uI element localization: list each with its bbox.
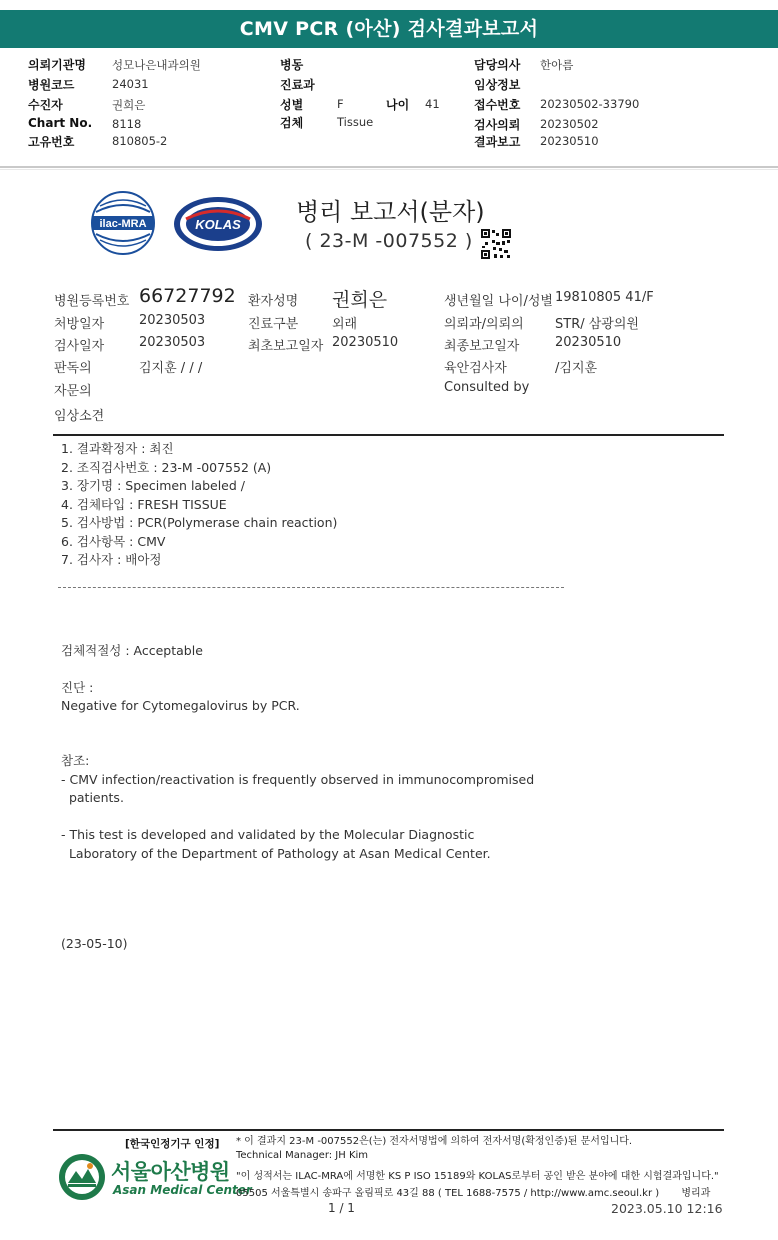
diagnosis-text: Negative for Cytomegalovirus by PCR. — [61, 698, 300, 713]
pathology-report-number: ( 23-M -007552 ) — [305, 230, 473, 252]
note-line: - This test is developed and validated by the Molecular Diagnostic — [61, 827, 475, 842]
note-line: patients. — [61, 790, 124, 805]
specimen-adequacy: 검체적절성 : Acceptable — [61, 643, 203, 658]
first-report-label: 최초보고일자 — [248, 339, 324, 354]
exam-label: 검사일자 — [54, 339, 105, 354]
list-item: 6. 검사항목 : CMV — [61, 533, 166, 549]
list-item: 4. 검체타입 : FRESH TISSUE — [61, 496, 227, 512]
rx-value: 20230503 — [139, 313, 206, 328]
report-title-bar: CMV PCR (아산) 검사결과보고서 — [0, 10, 778, 48]
note-line: - CMV infection/reactivation is frequently observed in immunocompromised — [61, 772, 535, 787]
ilac-logo-text: ilac-MRA — [99, 218, 147, 230]
sex-label: 성별 — [280, 98, 304, 112]
pathology-report-title: 병리 보고서(분자) — [296, 198, 485, 226]
footer-esign-note: * 이 결과지 23-M -007552은(는) 전자서명법에 의하여 전자서명(확정인증)된 문서입니다. — [236, 1136, 633, 1147]
chart-value: 8118 — [112, 117, 142, 131]
clinical-findings-label: 임상소견 — [54, 409, 105, 424]
footer-address: 05505 서울특별시 송파구 올림픽로 43길 88 ( TEL 1688-7575 / http://www.amc.seoul.kr ) 병리과 — [236, 1188, 711, 1199]
final-report-label: 최종보고일자 — [444, 339, 520, 354]
institution-label: 의뢰기관명 — [28, 58, 86, 72]
visit-value: 외래 — [332, 317, 358, 332]
reader-label: 판독의 — [54, 361, 92, 376]
receipt-value: 20230502-33790 — [540, 97, 640, 111]
uid-value: 810805-2 — [112, 134, 168, 148]
exam-value: 20230503 — [139, 335, 206, 350]
name-value: 권희은 — [332, 289, 388, 311]
note-label: 참조: — [61, 753, 90, 768]
hospital-code-label: 병원코드 — [28, 78, 75, 92]
print-timestamp: 2023.05.10 12:16 — [611, 1201, 723, 1216]
hospital-name-en: Asan Medical Center — [113, 1183, 252, 1197]
specimen-label: 검체 — [280, 116, 304, 130]
uid-label: 고유번호 — [28, 135, 75, 149]
footer-divider — [53, 1129, 724, 1131]
dashed-separator — [58, 587, 564, 588]
report-date-value: 20230510 — [540, 134, 599, 148]
qr-code-icon — [481, 229, 511, 259]
gross-value: /김지훈 — [555, 361, 598, 376]
note-line: Laboratory of the Department of Pathology at Asan Medical Center. — [61, 846, 491, 861]
result-items — [61, 440, 337, 570]
doctor-value: 한아름 — [540, 58, 574, 72]
list-item: 3. 장기명 : Specimen labeled / — [61, 478, 245, 493]
report-date: (23-05-10) — [61, 936, 128, 951]
reg-value: 66727792 — [139, 285, 236, 307]
diagnosis-label: 진단 : — [61, 680, 94, 695]
clinical-info-label: 임상정보 — [474, 78, 521, 92]
request-value: 20230502 — [540, 117, 599, 131]
dept-label: 진료과 — [280, 78, 315, 92]
sex-value: F — [337, 97, 344, 111]
section-divider — [53, 434, 724, 436]
footer-accreditation-note: "이 성적서는 ILAC-MRA에 서명한 KS P ISO 15189와 KOLAS로부터 공인 받은 분야에 대한 시험결과입니다." — [236, 1171, 719, 1182]
report-date-label: 결과보고 — [474, 135, 521, 149]
consultant-label: 자문의 — [54, 384, 92, 399]
name-label: 환자성명 — [248, 294, 299, 309]
list-item: 1. 결과확정자 : 최진 — [61, 441, 174, 456]
accreditation-label: [한국인정기구 인정] — [125, 1138, 220, 1150]
institution-value: 성모나은내과의원 — [112, 58, 201, 72]
page-number: 1 / 1 — [328, 1201, 355, 1215]
age-label: 나이 — [386, 98, 410, 112]
final-report-value: 20230510 — [555, 335, 622, 350]
kolas-logo-text: KOLAS — [195, 217, 241, 232]
header-divider — [0, 166, 778, 168]
refdept-label: 의뢰과/의뢰의 — [444, 317, 524, 332]
list-item: 5. 검사방법 : PCR(Polymerase chain reaction) — [61, 515, 338, 530]
reg-label: 병원등록번호 — [54, 294, 130, 309]
receipt-label: 접수번호 — [474, 98, 521, 112]
specimen-value: Tissue — [337, 115, 374, 129]
doctor-label: 담당의사 — [474, 58, 521, 72]
header-divider-shadow — [0, 169, 778, 170]
first-report-value: 20230510 — [332, 335, 399, 350]
visit-label: 진료구분 — [248, 317, 299, 332]
header-info — [0, 56, 778, 166]
ilac-mra-logo — [90, 190, 156, 260]
age-value: 41 — [425, 97, 440, 111]
reader-value: 김지훈 / / / — [139, 361, 203, 376]
patient-label: 수진자 — [28, 98, 63, 112]
footer-tech-manager: Technical Manager: JH Kim — [236, 1150, 369, 1161]
consulted-by-label: Consulted by — [444, 380, 530, 395]
birth-label: 생년월일 나이/성별 — [444, 294, 553, 309]
birth-value: 19810805 41/F — [555, 290, 654, 305]
request-label: 검사의뢰 — [474, 118, 521, 132]
asan-medical-center-logo — [58, 1153, 106, 1201]
ward-label: 병동 — [280, 58, 304, 72]
list-item: 7. 검사자 : 배아정 — [61, 552, 162, 567]
list-item: 2. 조직검사번호 : 23-M -007552 (A) — [61, 459, 272, 475]
refdept-value: STR/ 삼광의원 — [555, 317, 639, 332]
hospital-code-value: 24031 — [112, 77, 149, 91]
gross-label: 육안검사자 — [444, 361, 507, 376]
hospital-name-kr: 서울아산병원 — [111, 1160, 230, 1184]
kolas-logo — [172, 195, 264, 253]
patient-value: 권희은 — [112, 98, 146, 112]
rx-label: 처방일자 — [54, 317, 105, 332]
chart-label: Chart No. — [28, 116, 93, 130]
